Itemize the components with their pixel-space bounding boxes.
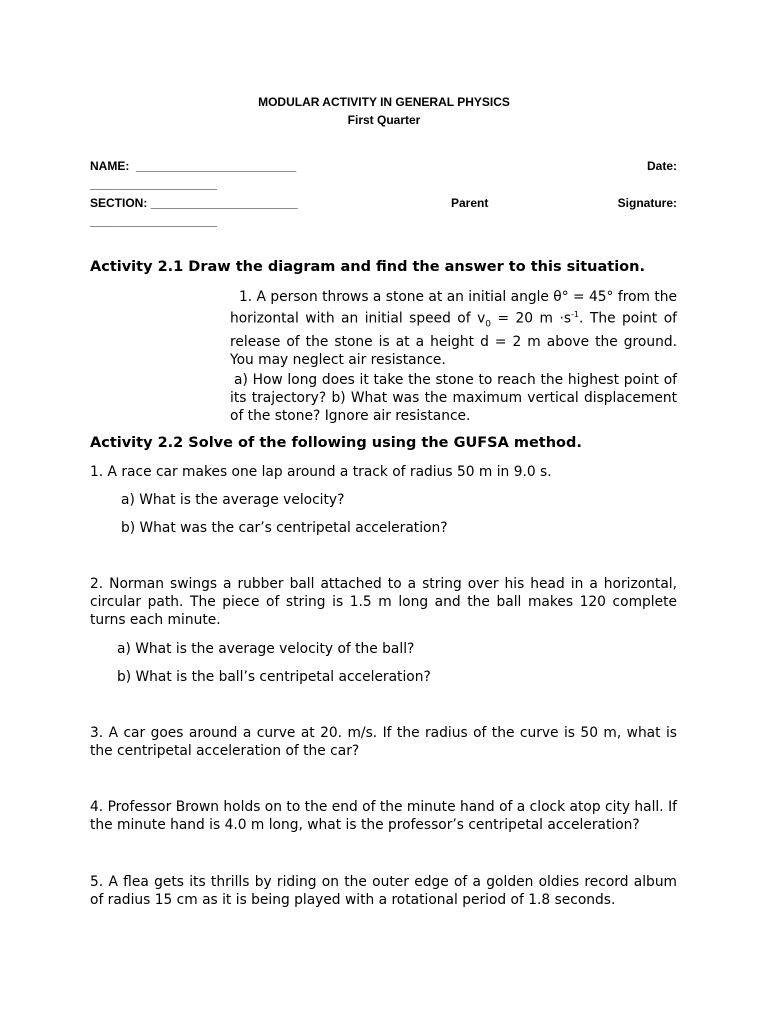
- question-1b: b) What was the car’s centripetal acceleration?: [121, 520, 448, 536]
- date-label: Date:: [646, 159, 677, 173]
- section-label: SECTION:: [90, 196, 148, 210]
- name-blank[interactable]: ________________________: [136, 159, 297, 173]
- signature-blank[interactable]: ___________________: [90, 214, 217, 228]
- document-subtitle: First Quarter: [347, 113, 421, 127]
- parent-label: Parent: [451, 196, 489, 210]
- question-1a: a) What is the average velocity?: [121, 492, 345, 508]
- section-blank[interactable]: ______________________: [150, 196, 298, 210]
- activity-2-2-heading: Activity 2.2 Solve of the following using the GUFSA method.: [90, 435, 582, 451]
- activity-2-1-heading: Activity 2.1 Draw the diagram and find the answer to this situation.: [90, 259, 645, 275]
- question-3: 3. A car goes around a curve at 20. m/s. If the radius of the curve is 50 m, what is the centripetal acceleration of the car?: [90, 725, 677, 759]
- question-2b: b) What is the ball’s centripetal acceleration?: [117, 669, 431, 685]
- question-1: 1. A race car makes one lap around a track of radius 50 m in 9.0 s.: [90, 464, 552, 480]
- signature-label: Signature:: [617, 196, 677, 210]
- question-2: 2. Norman swings a rubber ball attached to a string over his head in a horizontal, circular path. The piece of string is 1.5 m long and the ball makes 120 complete turns each minute.: [90, 576, 677, 628]
- question-5: 5. A flea gets its thrills by riding on the outer edge of a golden oldies record album of radius 15 cm as it is being played with a rotational period of 1.8 seconds.: [90, 874, 677, 908]
- date-blank[interactable]: ___________________: [90, 177, 217, 191]
- name-label: NAME:: [90, 159, 130, 173]
- v-subscript: 0: [485, 319, 491, 330]
- s-superscript: -1: [571, 310, 580, 319]
- section-line: [90, 196, 298, 210]
- activity-2-1-problem: 1. A person throws a stone at an initial angle θ° = 45° from the horizontal with an initial speed of $v_0 = 20$ $m \cdot s^{-1}$. The point of release of the stone is at a height d = 2 m above the ground. You may neglect air resistance.: [230, 289, 677, 369]
- question-4: 4. Professor Brown holds on to the end of the minute hand of a clock atop city hall. If the minute hand is 4.0 m long, what is the professor’s centripetal acceleration?: [90, 799, 677, 833]
- name-line: [90, 159, 296, 173]
- question-2a: a) What is the average velocity of the ball?: [117, 641, 415, 657]
- activity-2-1-questions: a) How long does it take the stone to reach the highest point of its trajectory? b) What was the maximum vertical displacement of the stone? Ignore air resistance.: [230, 372, 677, 424]
- document-title: MODULAR ACTIVITY IN GENERAL PHYSICS: [258, 95, 510, 109]
